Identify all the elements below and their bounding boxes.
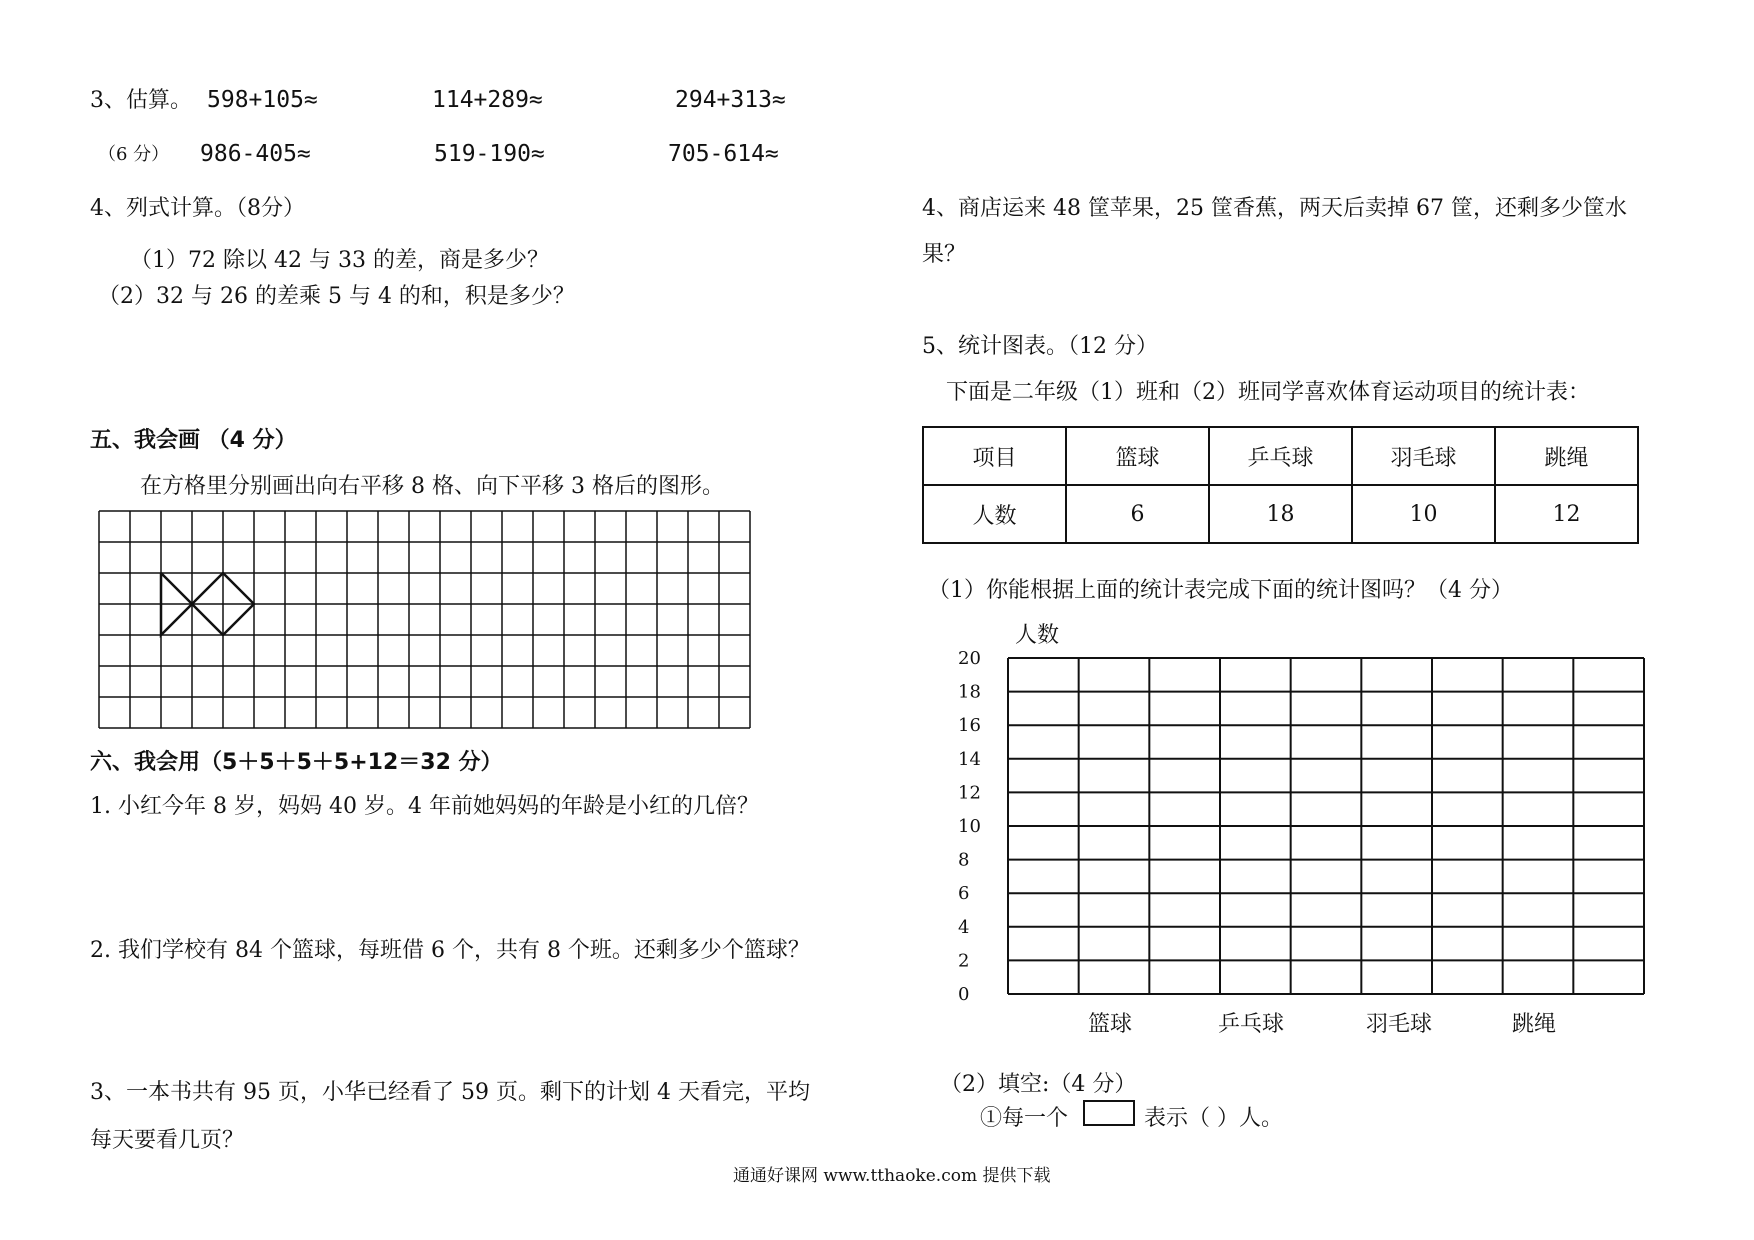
q3-label: 3、估算。 — [90, 88, 192, 113]
problem-3-line-1: 3、一本书共有 95 页，小华已经看了 59 页。剩下的计划 4 天看完，平均 — [90, 1080, 810, 1105]
y-tick-label: 2 — [958, 950, 970, 972]
problem-5-title: 5、统计图表。（12 分） — [922, 334, 1158, 359]
q3-expr-3: 294+313≈ — [675, 87, 786, 113]
stat-table — [922, 426, 1639, 544]
y-tick-label: 6 — [958, 883, 970, 905]
sub-question-2: （2）填空:（4 分） — [940, 1072, 1137, 1097]
q4-title: 4、列式计算。（8分） — [90, 196, 305, 221]
table-row — [923, 427, 1638, 485]
q3-score: （6 分） — [98, 144, 170, 165]
table-cell: 10 — [1352, 485, 1495, 543]
y-tick-label: 14 — [958, 748, 981, 770]
table-cell: 18 — [1209, 485, 1352, 543]
y-tick-label: 20 — [958, 648, 981, 669]
problem-5-intro: 下面是二年级（1）班和（2）班同学喜欢体育运动项目的统计表： — [946, 380, 1590, 405]
q3-expr-4: 986-405≈ — [200, 141, 311, 167]
y-tick-label: 10 — [958, 816, 981, 837]
q4-item-2: （2）32 与 26 的差乘 5 与 4 的和，积是多少？ — [98, 284, 575, 309]
sub-question-1: （1）你能根据上面的统计表完成下面的统计图吗？（4 分） — [928, 578, 1513, 603]
x-category-label: 羽毛球 — [1366, 1012, 1433, 1037]
shape-figure — [161, 573, 254, 635]
section-5-title: 五、我会画 （4 分） — [90, 428, 297, 453]
table-row — [923, 485, 1638, 543]
q3-expr-2: 114+289≈ — [432, 87, 543, 113]
x-category-label: 篮球 — [1088, 1012, 1133, 1037]
problem-2: 2. 我们学校有 84 个篮球，每班借 6 个，共有 8 个班。还剩多少个篮球？ — [90, 938, 810, 963]
problem-4-line-2: 果？ — [922, 242, 967, 267]
problem-3-line-2: 每天要看几页？ — [90, 1128, 245, 1153]
y-tick-label: 18 — [958, 681, 981, 703]
q3-expr-1: 598+105≈ — [207, 87, 318, 113]
section-6-title: 六、我会用（5＋5＋5＋5+12＝32 分） — [90, 750, 503, 775]
section-5-instruction: 在方格里分别画出向右平移 8 格、向下平移 3 格后的图形。 — [140, 474, 724, 499]
table-cell: 跳绳 — [1495, 427, 1638, 485]
y-tick-label: 0 — [958, 984, 970, 1005]
y-tick-label: 16 — [958, 715, 981, 737]
q3-expr-5: 519-190≈ — [434, 141, 545, 167]
y-axis-label: 人数 — [1015, 623, 1060, 648]
table-cell: 篮球 — [1066, 427, 1209, 485]
problem-1: 1. 小红今年 8 岁，妈妈 40 岁。4 年前她妈妈的年龄是小红的几倍？ — [90, 794, 759, 819]
x-category-label: 乒乓球 — [1218, 1012, 1285, 1037]
x-category-label: 跳绳 — [1512, 1012, 1557, 1037]
table-cell: 12 — [1495, 485, 1638, 543]
fill-suffix: 表示（ ）人。 — [1144, 1106, 1283, 1131]
footer-text: 通通好课网 www.tthaoke.com 提供下载 — [733, 1166, 1051, 1186]
table-cell: 项目 — [923, 427, 1066, 485]
table-cell: 人数 — [923, 485, 1066, 543]
y-tick-label: 12 — [958, 782, 981, 804]
problem-4-line-1: 4、商店运来 48 筐苹果，25 筐香蕉，两天后卖掉 67 筐，还剩多少筐水 — [922, 196, 1627, 221]
table-cell: 6 — [1066, 485, 1209, 543]
q4-item-1: （1）72 除以 42 与 33 的差，商是多少？ — [130, 248, 549, 273]
y-tick-label: 4 — [958, 916, 970, 938]
fill-prefix: ①每一个 — [980, 1106, 1069, 1131]
answer-box — [1083, 1100, 1135, 1126]
table-cell: 羽毛球 — [1352, 427, 1495, 485]
table-cell: 乒乓球 — [1209, 427, 1352, 485]
q3-expr-6: 705-614≈ — [668, 141, 779, 167]
y-tick-label: 8 — [958, 849, 970, 871]
